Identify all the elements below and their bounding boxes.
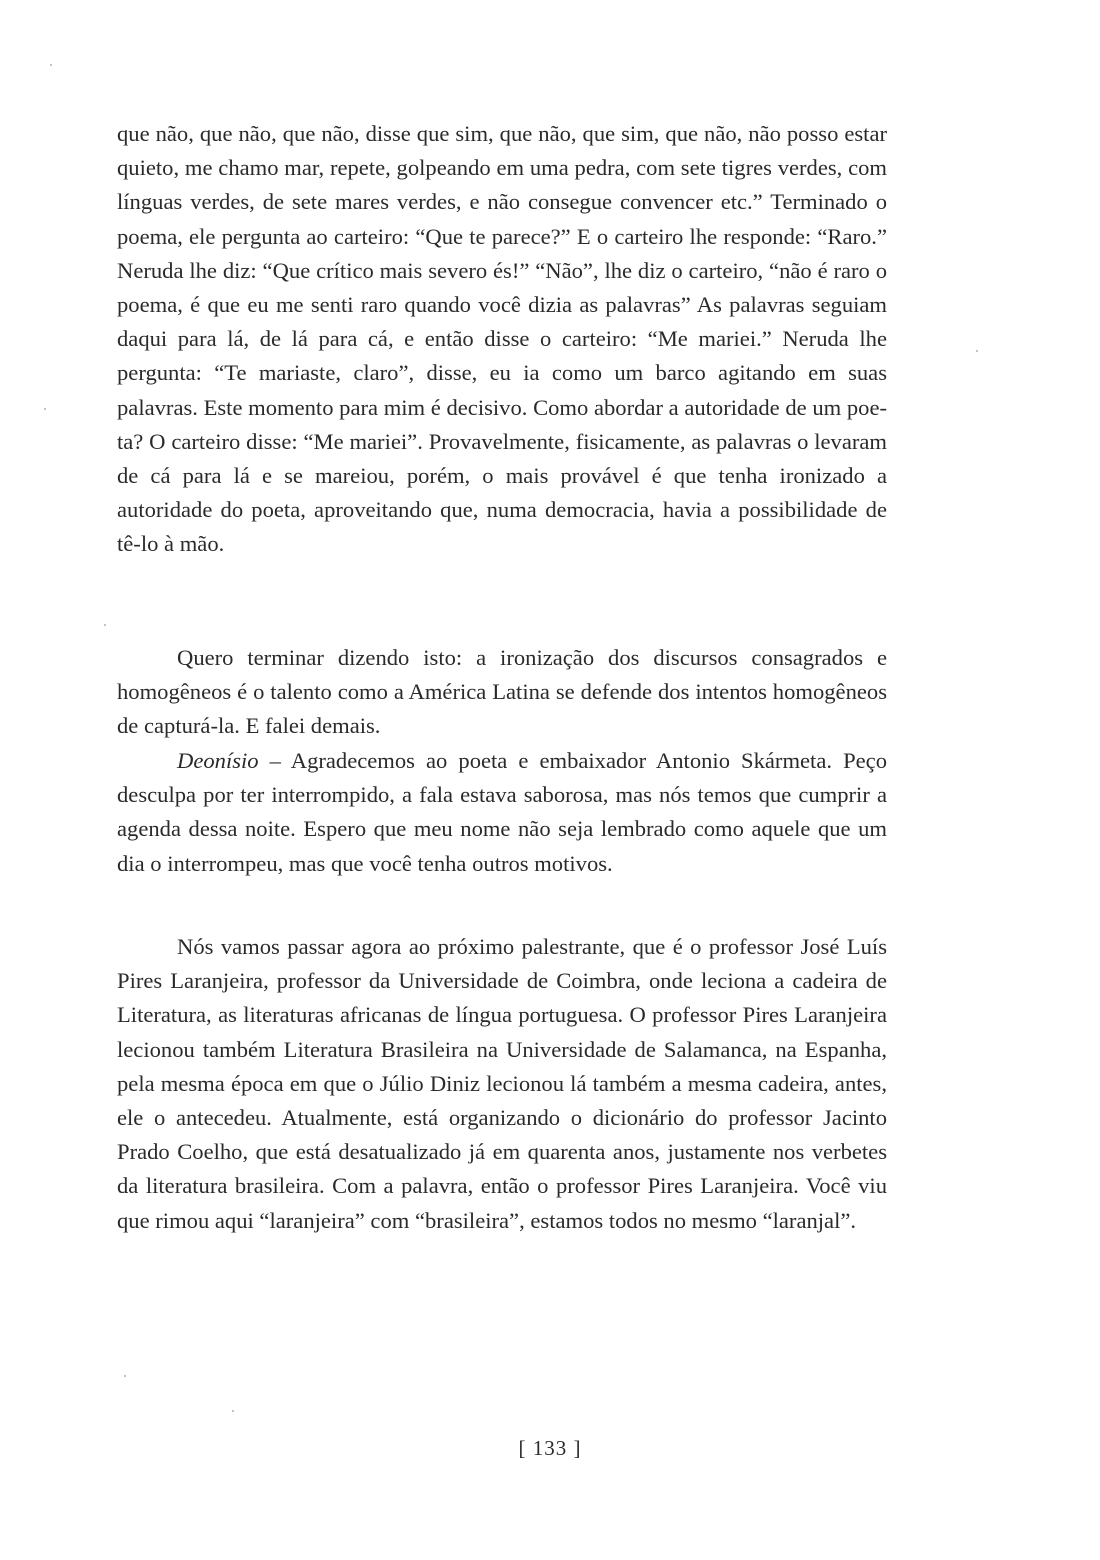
text-section-2: [117, 641, 887, 744]
scan-speck: [124, 1375, 126, 1377]
scan-speck: [104, 624, 106, 626]
page-number: [ 133 ]: [518, 1436, 582, 1460]
scan-speck: [44, 408, 46, 410]
paragraph-next-speaker: Nós vamos passar agora ao próximo palestrante, que é o professor José Luís Pires Laranjeira, professor da Universidade de Coimbra, onde leciona a cadeira de Literatura, as literaturas africanas de língua portuguesa. O professor Pires Laranjeira lecionou também Literatura Brasileira na Universidade de Salamanca, na Espanha, pela mesma época em que o Júlio Diniz lecionou lá também a mesma cadeira, antes, ele o antecedeu. Atualmente, está organizando o dicionário do professor Jacinto Prado Coelho, que está desatualizado já em quarenta anos, justamente nos verbetes da literatura brasileira. Com a palavra, então o professor Pires Laranjeira. Você viu que rimou aqui “laranjeira” com “brasileira”, estamos todos no mesmo “laranjal”.: [117, 934, 887, 1233]
text-section-3: [117, 744, 887, 881]
paragraph-conclusion: Quero terminar dizendo isto: a ironização dos discursos consagrados e homogêneos é o talento como a América Latina se defende dos intentos homogêneos de capturá-la. E falei demais.: [117, 645, 887, 739]
paragraph-deonisio: [117, 744, 887, 881]
text-section-1: [117, 117, 887, 562]
scan-speck: [976, 350, 978, 352]
paragraph-neruda-poem: que não, que não, que não, disse que sim, que não, que sim, que não, não posso estar quieto, me chamo mar, repete, golpeando em uma pedra, com sete tigres verdes, com línguas verdes, de sete mares verdes, e não consegue convencer etc.” Terminado o poema, ele pergunta ao carteiro: “Que te parece?” E o carteiro lhe responde: “Raro.” Neruda lhe diz: “Que crítico mais severo és!” “Não”, lhe diz o carteiro, “não é raro o poema, é que eu me senti raro quando você dizia as palavras” As palavras seguiam daqui para lá, de lá para cá, e então disse o carteiro: “Me mariei.” Neruda lhe pergunta: “Te mariaste, claro”, disse, eu ia como um barco agitando em suas palavras. Este momento para mim é decisivo. Como abordar a autoridade de um poeta? O carteiro disse: “Me mariei”. Provavelmente, fisicamente, as palavras o levaram de cá para lá e se mareiou, porém, o mais provável é que tenha ironizado a autoridade do poeta, aproveitando que, numa democracia, havia a possibilidade de tê-lo à mão.: [117, 121, 887, 557]
text-section-4: [117, 930, 887, 1238]
scan-speck: [50, 64, 52, 66]
scan-speck: [232, 1410, 234, 1412]
speaker-text: – Agradecemos ao poeta e embaixador Antonio Skármeta. Peço desculpa por ter interrompido, a fala estava saborosa, mas nós temos que cumprir a agenda dessa noite. Espero que meu nome não seja lembrado como aquele que um dia o interrompeu, mas que você tenha outros motivos.: [117, 748, 887, 876]
speaker-name: Deonísio: [177, 748, 259, 773]
